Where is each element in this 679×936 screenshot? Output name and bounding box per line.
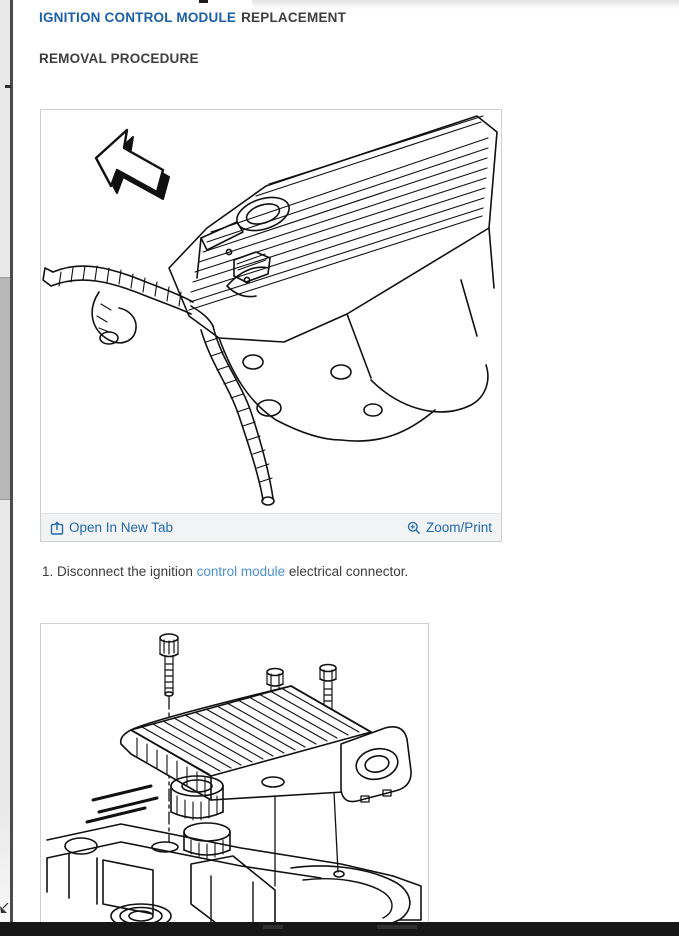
step-1-text: 1. Disconnect the ignition — [42, 564, 197, 579]
step-1-instruction — [42, 564, 408, 579]
pane-divider — [10, 0, 13, 922]
figure-engine-overview-image — [41, 110, 501, 513]
open-in-new-tab-label: Open In New Tab — [69, 520, 174, 535]
pane-divider-notch — [5, 85, 11, 88]
figure-module-exploded-image — [41, 624, 428, 936]
page-title-link[interactable]: IGNITION CONTROL MODULE — [39, 10, 237, 25]
open-in-new-tab-link[interactable] — [50, 520, 173, 535]
page-title-rest: REPLACEMENT — [241, 10, 347, 25]
left-scrollbar-thumb[interactable] — [0, 277, 10, 500]
step-1-text-suffix: electrical connector. — [285, 564, 409, 579]
figure-module-exploded — [40, 623, 429, 936]
taskbar-artifact — [263, 925, 283, 929]
taskbar-artifact — [377, 925, 417, 929]
control-module-link[interactable]: control module — [196, 564, 286, 579]
resize-cursor-icon — [0, 903, 9, 914]
zoom-in-icon — [407, 521, 421, 535]
clipped-header-fragment — [199, 0, 208, 3]
open-in-new-tab-icon — [50, 521, 64, 535]
figure-engine-overview — [40, 109, 502, 542]
bottom-taskbar — [0, 922, 679, 936]
zoom-print-label: Zoom/Print — [425, 520, 492, 535]
figure-toolbar — [41, 513, 501, 541]
zoom-print-link[interactable] — [407, 520, 492, 535]
header-shadow — [252, 0, 679, 9]
section-heading: REMOVAL PROCEDURE — [39, 51, 199, 66]
page-title — [39, 10, 346, 25]
